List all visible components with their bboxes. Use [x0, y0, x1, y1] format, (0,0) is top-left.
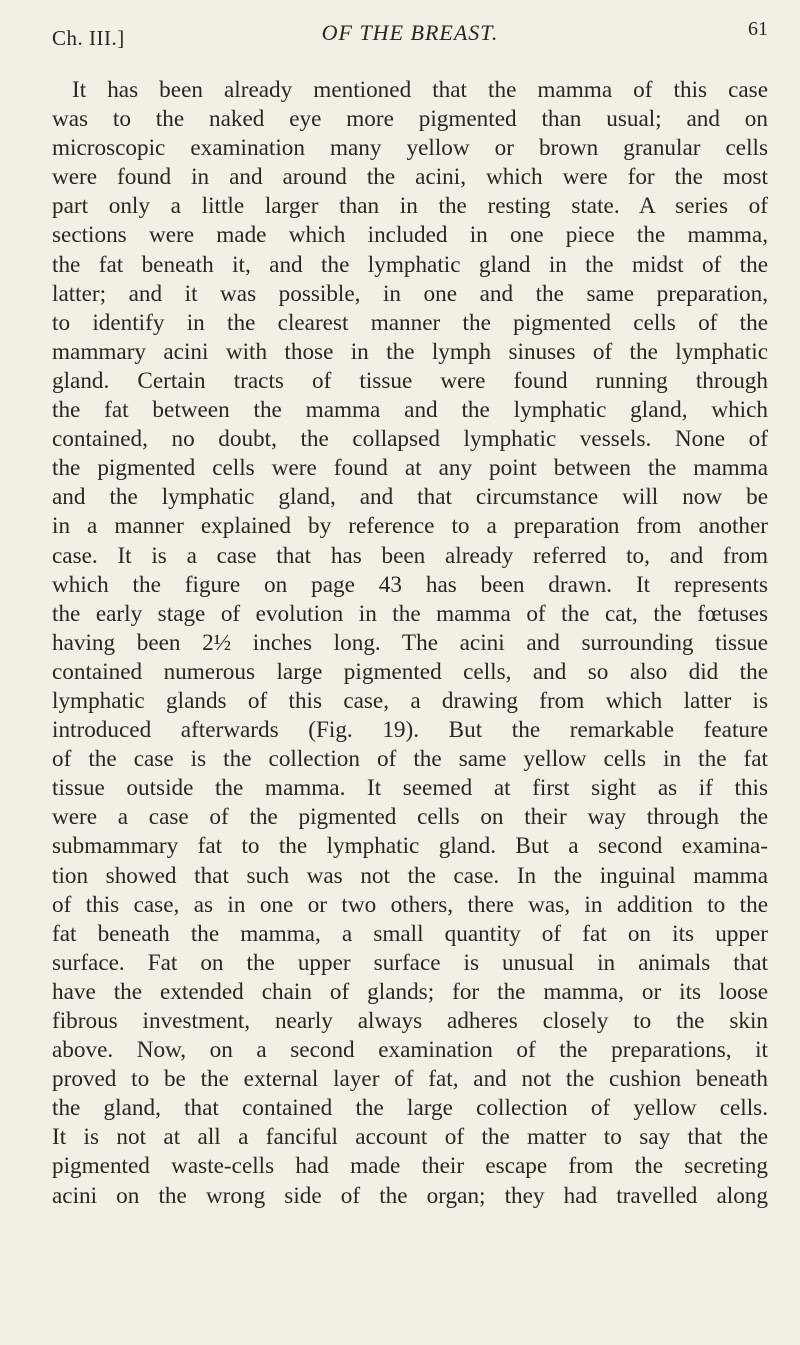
text-line: contained, no doubt, the collapsed lymphatic vessels. None of	[52, 426, 768, 453]
text-line: the fat between the mamma and the lymphatic gland, which	[52, 397, 768, 424]
text-line: lymphatic glands of this case, a drawing from which latter is	[52, 687, 768, 714]
book-page	[52, 16, 768, 1211]
text-line: surface. Fat on the upper surface is unusual in animals that	[52, 949, 768, 976]
text-line: in a manner explained by reference to a preparation from another	[52, 513, 768, 540]
text-line: fibrous investment, nearly always adheres closely to the skin	[52, 1008, 768, 1034]
text-line: sections were made which included in one piece the mamma,	[52, 222, 768, 249]
text-line: introduced afterwards (Fig. 19). But the remarkable feature	[52, 717, 768, 744]
text-line: of this case, as in one or two others, there was, in addition to the	[52, 891, 768, 918]
text-line: submammary fat to the lymphatic gland. But a second examina-	[52, 833, 768, 860]
text-line: of the case is the collection of the same yellow cells in the fat	[52, 746, 768, 773]
text-line: to identify in the clearest manner the pigmented cells of the	[52, 309, 768, 336]
text-line: gland. Certain tracts of tissue were found running through	[52, 367, 768, 394]
text-line: and the lymphatic gland, and that circumstance will now be	[52, 484, 768, 511]
text-line: were found in and around the acini, which were for the most	[52, 164, 768, 191]
text-line: It has been already mentioned that the mamma of this case	[72, 77, 768, 103]
text-line: was to the naked eye more pigmented than usual; and on	[52, 106, 768, 133]
text-line: tion showed that such was not the case. In the inguinal mamma	[52, 862, 768, 889]
text-line: proved to be the external layer of fat, and not the cushion beneath	[52, 1066, 768, 1093]
page-number: 61	[748, 18, 768, 40]
text-line: have the extended chain of glands; for the mamma, or its loose	[52, 978, 768, 1005]
text-line: tissue outside the mamma. It seemed at first sight as if this	[52, 775, 768, 802]
text-line: the early stage of evolution in the mamma of the cat, the fœtuses	[52, 600, 768, 627]
text-line: the pigmented cells were found at any point between the mamma	[52, 455, 768, 482]
text-line: microscopic examination many yellow or brown granular cells	[52, 135, 768, 162]
running-head	[52, 16, 768, 56]
text-line: part only a little larger than in the resting state. A series of	[52, 193, 768, 220]
text-line: case. It is a case that has been already referred to, and from	[52, 542, 768, 569]
text-line: contained numerous large pigmented cells, and so also did the	[52, 658, 768, 685]
text-line: were a case of the pigmented cells on their way through the	[52, 804, 768, 831]
text-line: mammary acini with those in the lymph sinuses of the lymphatic	[52, 338, 768, 365]
running-title: OF THE BREAST.	[321, 20, 499, 45]
text-line: acini on the wrong side of the organ; they had travelled along	[52, 1182, 768, 1209]
text-line: which the figure on page 43 has been drawn. It represents	[52, 571, 768, 598]
text-line: It is not at all a fanciful account of the matter to say that the	[52, 1124, 768, 1151]
text-line: the fat beneath it, and the lymphatic gland in the midst of the	[52, 251, 768, 278]
text-line: pigmented waste-cells had made their escape from the secreting	[52, 1153, 768, 1180]
text-line: above. Now, on a second examination of the preparations, it	[52, 1037, 768, 1064]
body-paragraph	[52, 76, 768, 1211]
chapter-label: Ch. III.]	[52, 26, 125, 50]
text-line: latter; and it was possible, in one and the same preparation,	[52, 280, 768, 307]
text-line: the gland, that contained the large collection of yellow cells.	[52, 1095, 768, 1122]
text-line: fat beneath the mamma, a small quantity of fat on its upper	[52, 920, 768, 947]
text-line: having been 2½ inches long. The acini and surrounding tissue	[52, 629, 768, 656]
